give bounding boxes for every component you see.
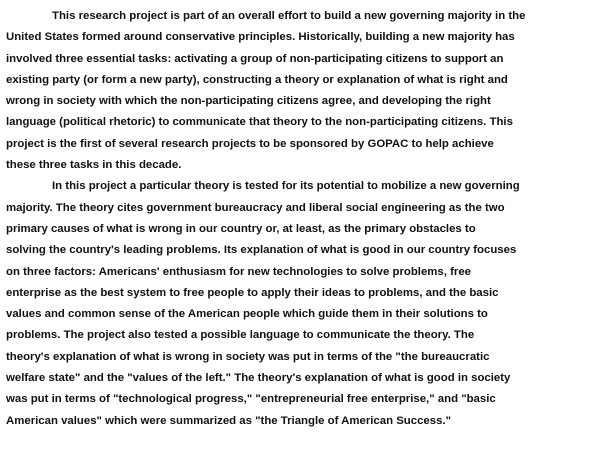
text-line: problems. The project also tested a possible language to communicate the theory. The [6,329,475,342]
paragraph-2 [6,176,594,432]
text-line: primary causes of what is wrong in our country or, at least, as the primary obstacles to [6,222,476,235]
text-line: majority. The theory cites government bureaucracy and liberal social engineering as the two [6,201,505,214]
text-line: theory's explanation of what is wrong in society was put in terms of the "the bureaucratic [6,350,490,363]
text-line: solving the country's leading problems. Its explanation of what is good in our country focuses [6,244,517,257]
text-line: language (political rhetoric) to communicate that theory to the non-participating citizens. This [6,116,513,129]
text-line: enterprise as the best system to free people to apply their ideas to problems, and the basic [6,286,499,299]
text-line: welfare state" and the "values of the left." The theory's explanation of what is good in society [6,372,511,385]
text-line: wrong in society with which the non-participating citizens agree, and developing the right [6,95,491,108]
text-line: these three tasks in this decade. [6,159,182,172]
text-line: values and common sense of the American people which guide them in their solutions to [6,308,488,321]
text-line: project is the first of several research projects to be sponsored by GOPAC to help achieve [6,137,494,150]
text-line: was put in terms of "technological progress," "entrepreneurial free enterprise," and "basic [6,393,496,406]
text-line: existing party (or form a new party), constructing a theory or explanation of what is right and [6,73,508,86]
text-line: on three factors: Americans' enthusiasm for new technologies to solve problems, free [6,265,471,278]
text-line: United States formed around conservative principles. Historically, building a new majority has [6,31,515,44]
text-line: American values" which were summarized as "the Triangle of American Success." [6,414,452,427]
text-line: In this project a particular theory is tested for its potential to mobilize a new governing [52,180,520,193]
text-line: involved three essential tasks: activating a group of non-participating citizens to support an [6,52,504,65]
text-line: This research project is part of an overall effort to build a new governing majority in the [52,10,526,22]
paragraph-1 [6,6,594,176]
